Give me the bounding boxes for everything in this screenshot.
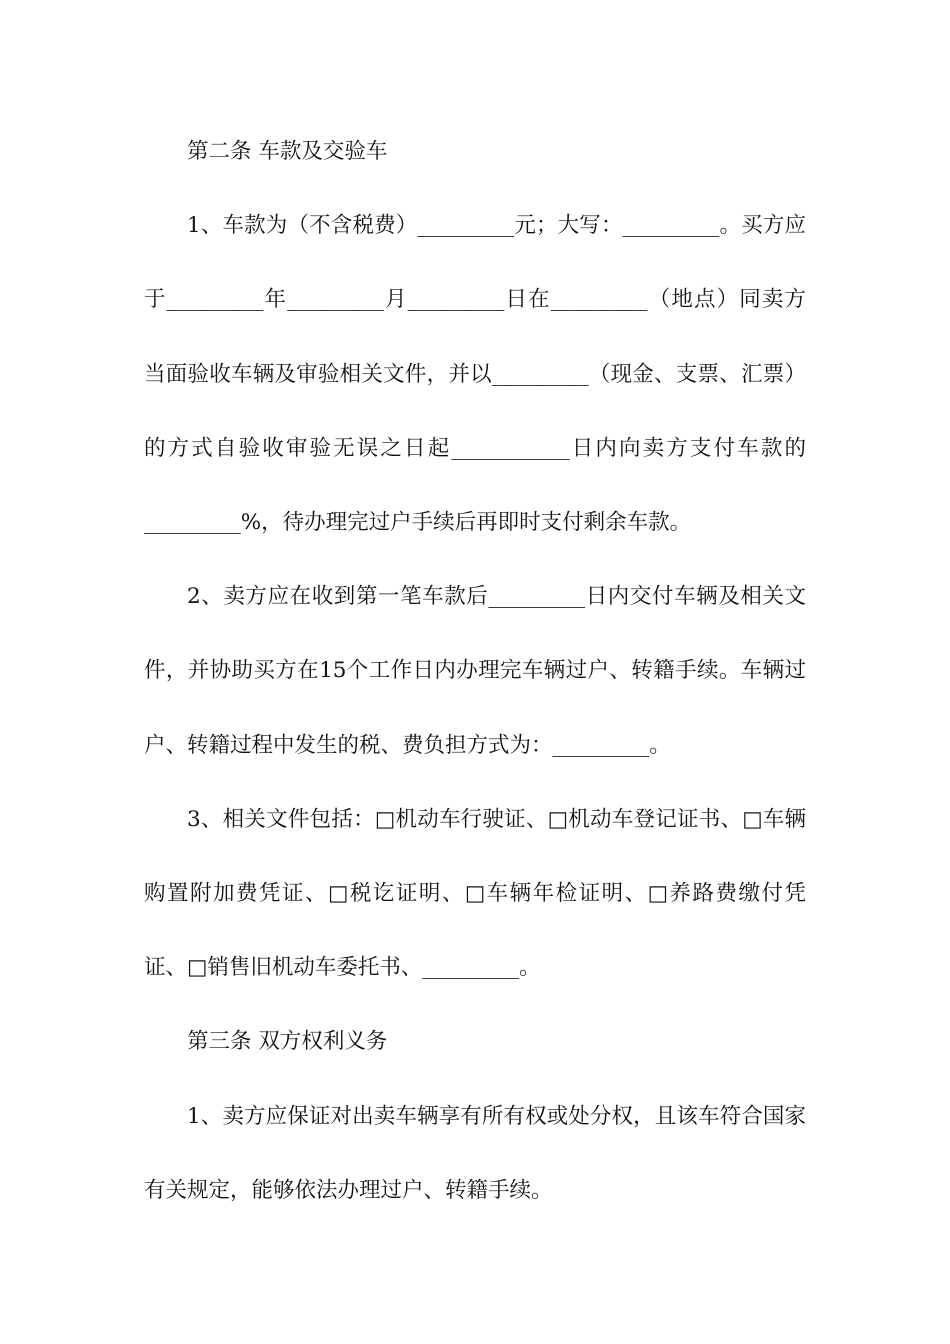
clause-delivery-and-transfer: 2、卖方应在收到第一笔车款后_________日内交付车辆及相关文件，并协助买方在15个工作日内办理完车辆过户、转籍手续。车辆过户、转籍过程中发生的税、费负担方式为：_________。 xyxy=(144,584,806,758)
section-heading-article-2: 第二条 车款及交验车 xyxy=(187,139,388,164)
section-heading-article-3: 第三条 双方权利义务 xyxy=(187,1029,388,1055)
clause-price-and-payment: 1、车款为（不含税费）_________元；大写：_________。买方应于_________年_________月_________日在_________（地点）同卖方当面验收车辆及审验相关文件，并以_________（现金、支票、汇票）的方式自验收审验无误之日起___________日内向卖方支付车款的_________%，待办理完过户手续后再即时支付剩余车款。 xyxy=(144,213,806,536)
clause-related-documents: 3、相关文件包括：□机动车行驶证、□机动车登记证书、□车辆购置附加费凭证、□税讫证明、□车辆年检证明、□养路费缴付凭证、□销售旧机动车委托书、_________。 xyxy=(144,806,806,981)
clause-seller-ownership: 1、卖方应保证对出卖车辆享有所有权或处分权，且该车符合国家有关规定，能够依法办理过户、转籍手续。 xyxy=(144,1103,806,1203)
document-body xyxy=(144,115,806,1228)
